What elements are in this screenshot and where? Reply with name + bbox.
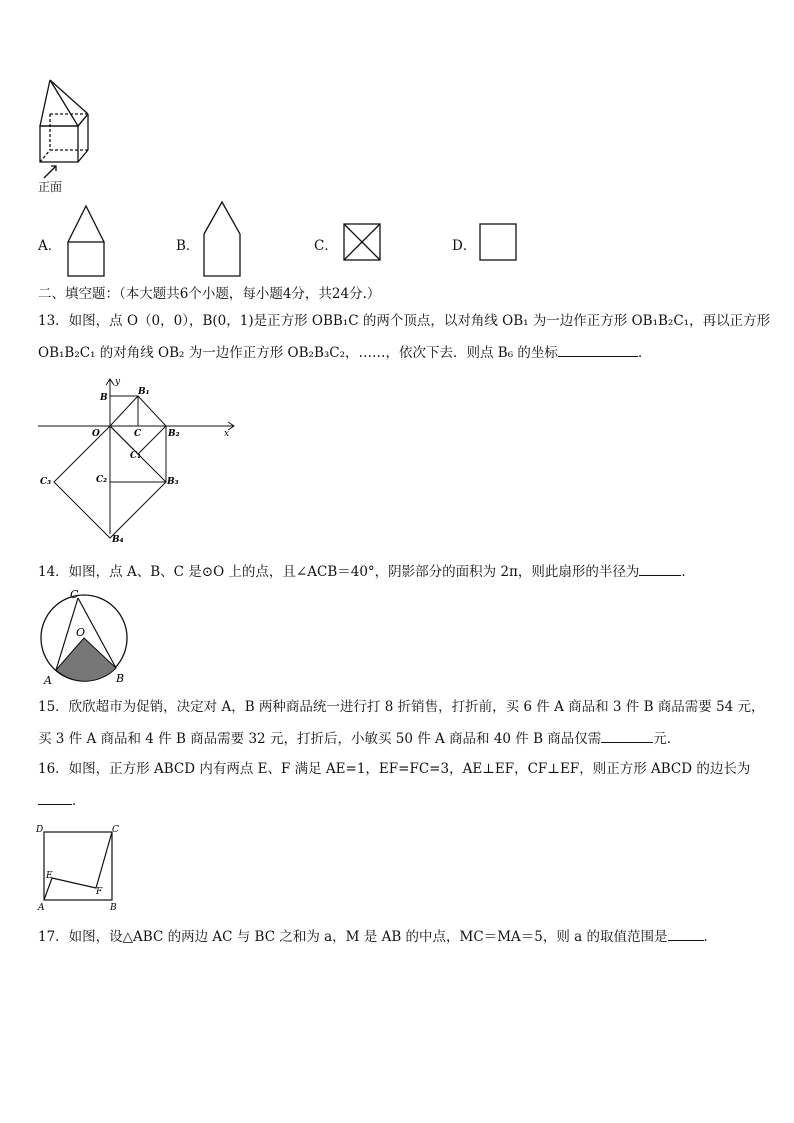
option-a-label: A． — [38, 238, 62, 254]
option-d-label: D． — [452, 238, 477, 254]
q16-end: ． — [72, 793, 86, 809]
q14-figure — [36, 586, 132, 688]
fig13-label-c1: C₁ — [130, 451, 142, 461]
fig16-label-a: A — [38, 903, 45, 912]
fig13-label-o: O — [92, 429, 100, 439]
fig16-label-d: D — [36, 825, 44, 835]
q15-answer-blank[interactable] — [601, 728, 653, 743]
q13-answer-blank[interactable] — [558, 342, 638, 357]
q17-answer-blank[interactable] — [668, 926, 704, 941]
q13-line-2-text: OB₁B₂C₁ 的对角线 OB₂ 为一边作正方形 OB₂B₃C₂，……，依次下去．则点 B₆ 的坐标 — [38, 345, 558, 361]
option-b-figure — [200, 200, 244, 280]
fig16-label-b: B — [110, 903, 117, 912]
q15-line-2 — [38, 728, 680, 749]
fig13-label-b1: B₁ — [138, 387, 150, 397]
q15-line-1: 15．欣欣超市为促销，决定对 A，B 两种商品统一进行打 8 折销售，打折前，买 6 件 A 商品和 3 件 B 商品需要 54 元， — [38, 699, 765, 715]
fig16-label-f: F — [96, 887, 103, 897]
q14-end: ． — [681, 564, 695, 580]
fig13-label-y: y — [115, 377, 121, 387]
fig13-label-c2: C₂ — [96, 475, 108, 485]
fig16-label-e: E — [46, 871, 53, 881]
fig13-label-b4: B₄ — [112, 535, 124, 544]
q16-figure — [34, 820, 124, 912]
option-d-figure — [476, 222, 518, 262]
fig13-label-b2: B₂ — [168, 429, 180, 439]
fig13-label-b: B — [100, 393, 108, 403]
q16-line: 16．如图，正方形 ABCD 内有两点 E、F 满足 AE=1，EF=FC=3，AE⊥EF，CF⊥EF，则正方形 ABCD 的边长为 — [38, 761, 751, 777]
fig13-label-b3: B₃ — [167, 477, 179, 487]
q13-line-1: 13．如图，点 O（0，0），B(0，1)是正方形 OBB₁C 的两个顶点，以对角线 OB₁ 为一边作正方形 OB₁B₂C₁，再以正方形 — [38, 313, 771, 329]
fig14-label-c: C — [70, 588, 79, 601]
section-title: 二、填空题：（本大题共6个小题，每小题4分，共24分.） — [38, 286, 381, 302]
q15-line-2-text: 买 3 件 A 商品和 4 件 B 商品需要 32 元，打折后，小敏买 50 件 A 商品和 40 件 B 商品仅需 — [38, 731, 602, 747]
fig13-label-c: C — [134, 429, 142, 439]
q17-end: ． — [703, 929, 717, 945]
fig14-label-b: B — [116, 672, 125, 685]
q13-end: ． — [637, 345, 652, 361]
fig16-label-c: C — [112, 825, 119, 835]
q16-blank-line — [38, 790, 86, 811]
q16-answer-blank[interactable] — [38, 790, 72, 805]
option-b-label: B． — [176, 238, 200, 254]
option-c-label: C． — [314, 238, 338, 254]
q13-line-2 — [38, 342, 651, 363]
fig14-label-o: O — [76, 626, 86, 639]
q14-answer-blank[interactable] — [639, 561, 681, 576]
option-a-figure — [64, 204, 108, 280]
q14-line — [38, 561, 695, 582]
q17-text: 17．如图，设△ABC 的两边 AC 与 BC 之和为 a，M 是 AB 的中点，MC＝MA＝5，则 a 的取值范围是 — [38, 929, 668, 945]
fig14-label-a: A — [44, 674, 52, 687]
q14-text: 14．如图，点 A、B、C 是⊙O 上的点，且∠ACB＝40°，阴影部分的面积为 2π，则此扇形的半径为 — [38, 564, 640, 580]
fig13-label-c3: C₃ — [40, 477, 52, 487]
fig13-label-x: x — [224, 429, 230, 439]
q17-line — [38, 926, 717, 947]
q13-figure — [36, 374, 242, 544]
q15-end: 元． — [653, 731, 681, 747]
option-c-figure — [340, 222, 382, 262]
front-view-label: 正面 — [38, 180, 63, 194]
